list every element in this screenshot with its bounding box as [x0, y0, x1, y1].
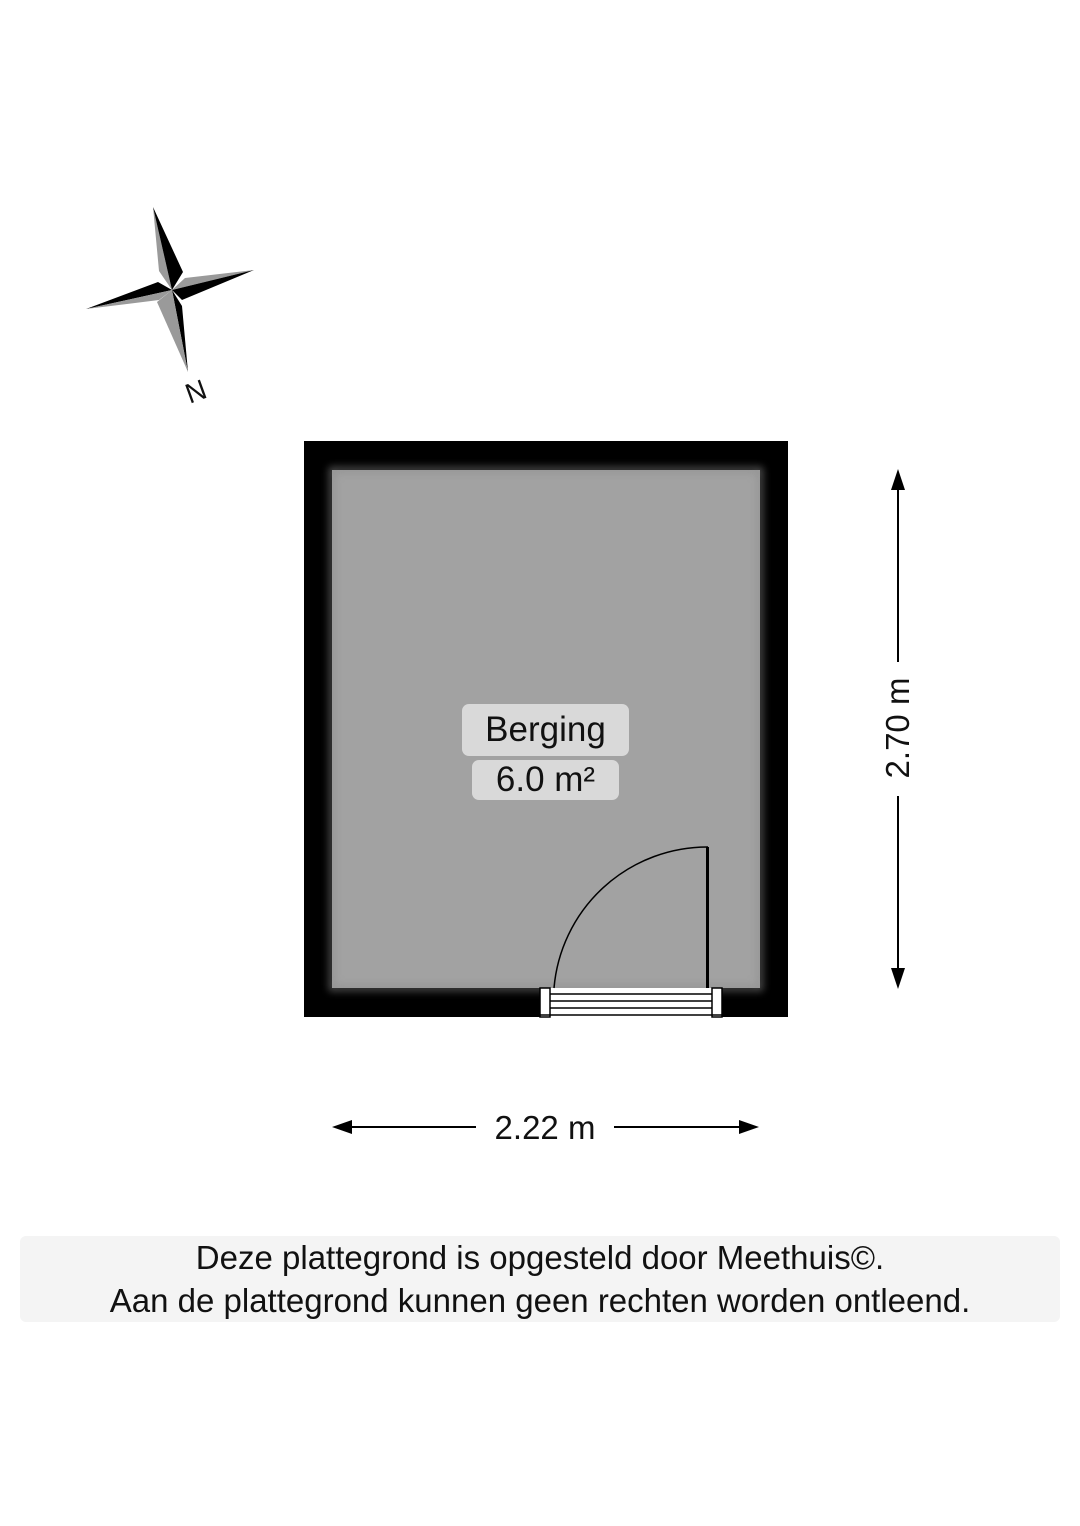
compass-rose-icon	[86, 207, 254, 372]
room-name-label: Berging	[462, 704, 629, 756]
compass-north-label: N	[181, 373, 211, 410]
width-dimension-label: 2.22 m	[476, 1106, 614, 1150]
disclaimer-line-1: Deze plattegrond is opgesteld door Meethuis©.	[195, 1239, 885, 1276]
height-dimension-label: 2.70 m	[876, 662, 920, 794]
disclaimer-box	[20, 1236, 1060, 1322]
room-area-label: 6.0 m²	[472, 760, 619, 800]
disclaimer-line-2: Aan de plattegrond kunnen geen rechten worden ontleend.	[109, 1282, 971, 1319]
